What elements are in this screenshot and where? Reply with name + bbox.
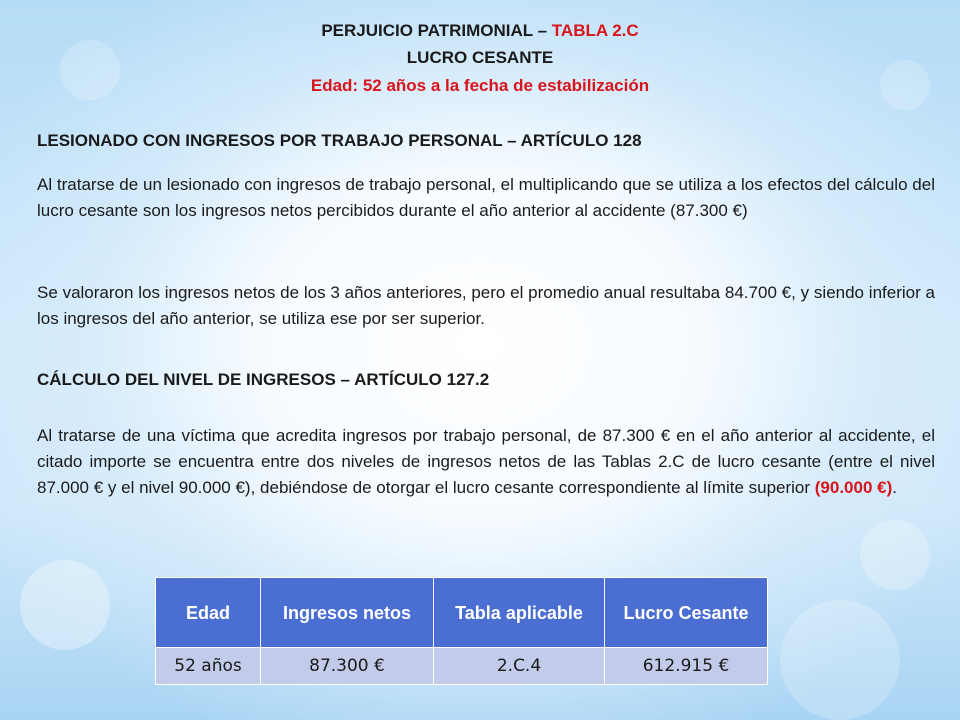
paragraph-three-year-average: Se valoraron los ingresos netos de los 3 años anteriores, pero el promedio anual resultaba 84.700 €, y siendo inferior a los ingresos del año anterior, se utiliza ese por ser superior. [37, 283, 935, 328]
table-header-row [156, 578, 768, 648]
cell-ingresos-netos: 87.300 € [261, 648, 434, 685]
paragraph-income-multiplicand: Al tratarse de un lesionado con ingresos de trabajo personal, el multiplicando que se utiliza a los efectos del cálculo del lucro cesante son los ingresos netos percibidos durante el año anterior al accidente (87.300 €) [37, 175, 935, 220]
header-ingresos-netos: Ingresos netos [261, 578, 434, 648]
paragraph-end: . [892, 478, 897, 497]
slide-subtitle: LUCRO CESANTE [406, 48, 554, 67]
paragraph-income-level [37, 423, 935, 501]
header-edad: Edad [156, 578, 261, 648]
lucro-cesante-table [155, 577, 768, 685]
background-bokeh [860, 520, 930, 590]
slide-title-prefix: PERJUICIO PATRIMONIAL – [321, 21, 552, 40]
background-bokeh [20, 560, 110, 650]
section-title-article-127: CÁLCULO DEL NIVEL DE INGRESOS – ARTÍCULO 127.2 [37, 370, 490, 389]
background-bokeh [780, 600, 900, 720]
table-row [156, 648, 768, 685]
cell-tabla-aplicable: 2.C.4 [434, 648, 605, 685]
header-tabla-aplicable: Tabla aplicable [434, 578, 605, 648]
header-lucro-cesante: Lucro Cesante [605, 578, 768, 648]
upper-limit-highlight: (90.000 €) [814, 478, 893, 497]
age-line: Edad: 52 años a la fecha de estabilización [310, 76, 650, 95]
slide-title-highlight: TABLA 2.C [551, 21, 639, 40]
cell-lucro-cesante: 612.915 € [605, 648, 768, 685]
slide-title [0, 21, 960, 41]
cell-edad: 52 años [156, 648, 261, 685]
paragraph-income-level-text: Al tratarse de una víctima que acredita ingresos por trabajo personal, de 87.300 € en el año anterior al accidente, el citado importe se encuentra entre dos niveles de ingresos netos de las Tablas 2.C de lucro cesante (entre el nivel 87.000 € y el nivel 90.000 €), debiéndose de otorgar el lucro cesante correspondiente al límite superior [37, 426, 935, 497]
section-title-article-128: LESIONADO CON INGRESOS POR TRABAJO PERSONAL – ARTÍCULO 128 [37, 131, 642, 150]
